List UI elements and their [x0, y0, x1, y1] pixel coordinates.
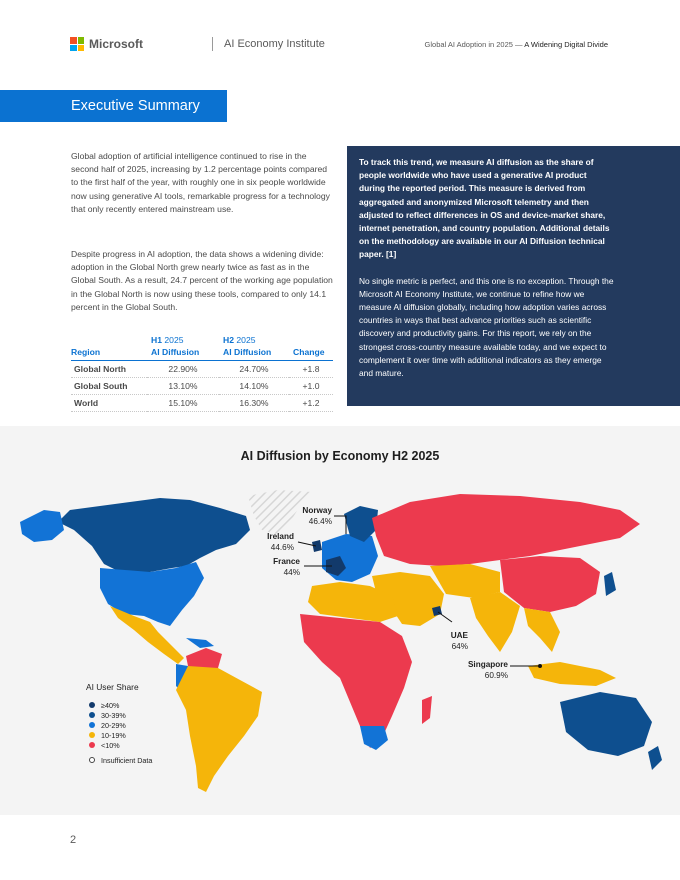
callout-france-name: France	[273, 557, 300, 566]
caribbean-region	[186, 638, 214, 648]
logo-square-red	[70, 37, 77, 44]
callout-uae-name: UAE	[450, 631, 468, 640]
russia-region	[372, 494, 640, 566]
region-diffusion-table	[71, 334, 333, 412]
south-america-region	[176, 666, 262, 792]
legend-title: AI User Share	[86, 682, 139, 692]
institute-name: AI Economy Institute	[224, 38, 325, 50]
callout-france-value: 44%	[283, 567, 300, 577]
callout-france	[256, 557, 300, 578]
callout-singapore-name: Singapore	[467, 660, 508, 669]
row-change: +1.0	[289, 378, 333, 395]
divide-paragraph: Despite progress in AI adoption, the data shows a widening divide: adoption in the Global North grew nearly twice as fast as in the Global South. As a result, 24.7 percent of the working age population in the Global North is now using these tools, compared to only 14.1 percent in the Global South.	[71, 249, 333, 312]
page-header	[70, 36, 608, 54]
japan-region	[604, 572, 616, 596]
row-h1: 15.10%	[147, 395, 219, 412]
row-region: World	[71, 395, 147, 412]
legend-label: 20-29%	[101, 720, 126, 730]
legend-label: ≥40%	[101, 700, 120, 710]
logo-square-blue	[70, 45, 77, 52]
legend-item	[86, 730, 152, 740]
south-africa-region	[360, 726, 388, 750]
legend-label: Insufficient Data	[101, 755, 153, 765]
callout-singapore	[452, 660, 508, 681]
logo-square-green	[78, 37, 85, 44]
microsoft-logo-icon	[70, 37, 84, 51]
row-change: +1.2	[289, 395, 333, 412]
callout-norway-name: Norway	[302, 506, 332, 515]
doc-title: Global AI Adoption in 2025	[424, 40, 513, 49]
methodology-text: To track this trend, we measure AI diffusion as the share of people worldwide who have used a generative AI product during the reported period. This measure is derived from aggregated and anonymized Microsoft telemetry and then adjusted to reflect differences in OS and device-market share, internet penetration, and country population. Additional details on the methodology are available in our AI Diffusion technical paper. [1]	[359, 157, 610, 260]
row-h2: 14.10%	[219, 378, 289, 395]
header-change: Change	[289, 334, 333, 361]
legend-swatch	[89, 732, 95, 738]
southeast-asia-region	[524, 608, 560, 652]
western-europe-region	[322, 534, 378, 582]
legend-swatch	[89, 742, 95, 748]
australia-region	[560, 692, 652, 756]
callout-singapore-value: 60.9%	[484, 670, 508, 680]
legend-label: 30-39%	[101, 710, 126, 720]
document-title	[425, 39, 608, 51]
map-title: AI Diffusion by Economy H2 2025	[240, 449, 440, 463]
header-h1: H1 2025 AI Diffusion	[147, 334, 219, 361]
callout-norway-value: 46.4%	[308, 516, 332, 526]
logo-square-yellow	[78, 45, 85, 52]
row-region: Global North	[71, 361, 147, 378]
brand-name: Microsoft	[89, 37, 143, 51]
header-divider	[212, 37, 213, 51]
row-h2: 16.30%	[219, 395, 289, 412]
methodology-box	[347, 146, 680, 406]
page-number: 2	[70, 834, 77, 846]
row-region: Global South	[71, 378, 147, 395]
callout-ireland-value: 44.6%	[270, 542, 294, 552]
doc-title-separator: —	[512, 40, 525, 49]
table-row	[71, 378, 333, 395]
madagascar-region	[422, 696, 432, 724]
measurement-note-text: No single metric is perfect, and this one is no exception. Through the Microsoft AI Economy Institute, we continue to refine how we measure AI diffusion globally, including how adoption varies across countries in ways that best advance priorities such as scientific discovery and productivity gains. For this report, we rely on the strongest cross-country measure available today, and we expect to complement it over time with additional indicators as they emerge and mature.	[359, 275, 614, 379]
callout-norway	[290, 506, 332, 527]
uae-leader-line	[438, 612, 452, 622]
legend-label: <10%	[101, 740, 120, 750]
legend-item	[86, 700, 152, 710]
row-h1: 13.10%	[147, 378, 219, 395]
callout-uae-value: 64%	[451, 641, 468, 651]
canada-region	[58, 498, 250, 572]
doc-subtitle: A Widening Digital Divide	[524, 40, 608, 49]
legend-item	[86, 720, 152, 730]
legend-swatch	[89, 722, 95, 728]
intro-paragraph: Global adoption of artificial intelligence continued to rise in the second half of 2025, increasing by 1.2 percentage points compared to the first half of the year, with roughly one in six people worldwide now using generative AI tools, remarkable progress for a technology that only recently entered mainstream use.	[71, 151, 330, 214]
norway-leader-line	[334, 516, 346, 534]
alaska-region	[20, 510, 64, 542]
south-asia-region	[470, 592, 520, 652]
table-row	[71, 395, 333, 412]
header-h2: H2 2025 AI Diffusion	[219, 334, 289, 361]
section-title: Executive Summary	[71, 98, 200, 114]
singapore-dot	[538, 664, 542, 668]
legend-label: 10-19%	[101, 730, 126, 740]
legend-item	[86, 740, 152, 750]
legend-swatch	[89, 712, 95, 718]
section-banner	[0, 90, 227, 122]
new-zealand-region	[648, 746, 662, 770]
row-h1: 22.90%	[147, 361, 219, 378]
row-h2: 24.70%	[219, 361, 289, 378]
table-header-row	[71, 334, 333, 361]
header-region: Region	[71, 334, 147, 361]
sub-saharan-africa-region	[300, 614, 412, 748]
legend-swatch	[89, 702, 95, 708]
legend-item	[86, 710, 152, 720]
legend-item-insufficient	[86, 755, 152, 765]
callout-ireland	[250, 532, 294, 553]
row-change: +1.8	[289, 361, 333, 378]
callout-uae	[438, 631, 468, 652]
table-row	[71, 361, 333, 378]
legend-swatch-insufficient	[89, 757, 95, 763]
ireland-region	[312, 540, 322, 552]
callout-ireland-name: Ireland	[267, 532, 294, 541]
map-section	[0, 426, 680, 815]
map-legend	[86, 682, 152, 765]
